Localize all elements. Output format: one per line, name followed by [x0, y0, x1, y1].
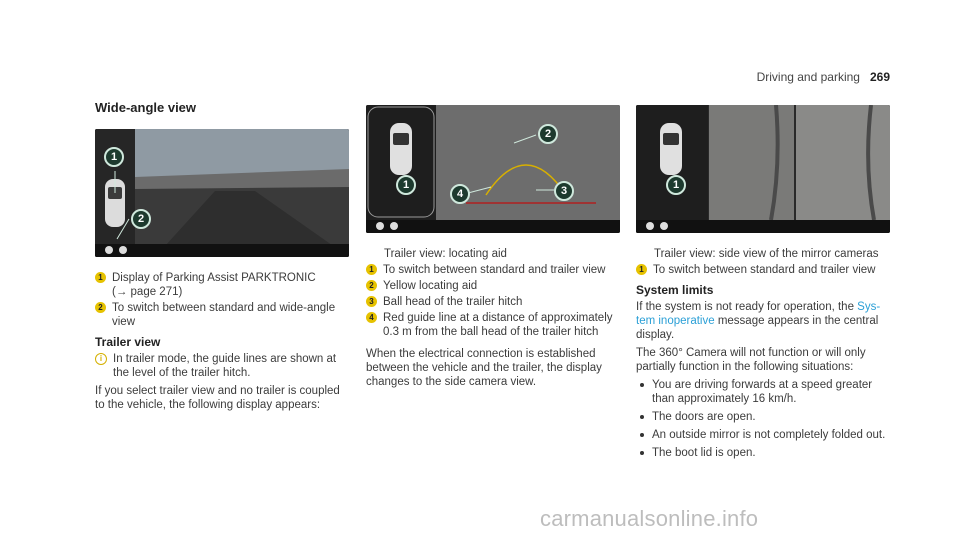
list-item [636, 378, 892, 406]
list-item [95, 271, 347, 299]
paragraph-line: to the vehicle, the following display appears: [95, 399, 321, 411]
paragraph-line: The 360° Camera will not function or will only [636, 347, 866, 359]
info-note [95, 352, 347, 380]
legend-text: Red guide line at a distance of approximately [383, 312, 613, 324]
callout-4: 4 [450, 184, 470, 204]
trailer-locating-legend [366, 263, 622, 339]
list-item [366, 311, 622, 339]
page-reference-link[interactable]: (→ page 271) [112, 286, 183, 298]
list-item [366, 263, 622, 277]
trailer-view-heading: Trailer view [95, 335, 161, 349]
info-text: In trailer mode, the guide lines are shown at [113, 353, 337, 365]
info-text-cont: the level of the trailer hitch. [113, 367, 251, 379]
paragraph-line: changes to the side camera view. [366, 376, 537, 388]
bullet-text: The doors are open. [652, 411, 756, 423]
bullet-text: An outside mirror is not completely folded out. [652, 429, 886, 441]
list-item [366, 279, 622, 293]
paragraph [366, 347, 622, 389]
paragraph [636, 346, 892, 374]
sys-inoperative-link[interactable]: Sys- [857, 301, 881, 313]
info-icon: i [95, 353, 107, 365]
paragraph-line: When the electrical connection is established [366, 348, 596, 360]
bullet-icon [640, 415, 644, 419]
legend-number: 4 [366, 312, 377, 323]
bullet-icon [640, 433, 644, 437]
wide-angle-heading: Wide-angle view [95, 100, 197, 115]
legend-text-cont: 0.3 m from the ball head of the trailer hitch [383, 326, 599, 338]
list-item [636, 410, 892, 424]
callout-1: 1 [666, 175, 686, 195]
legend-text: Yellow locating aid [383, 280, 478, 292]
legend-text-cont: view [112, 316, 136, 328]
legend-text: Ball head of the trailer hitch [383, 296, 523, 308]
watermark: carmanualsonline.info [540, 506, 759, 531]
system-limits-heading: System limits [636, 283, 714, 297]
legend-number: 2 [366, 280, 377, 291]
column-trailer-locating [366, 95, 622, 393]
bullet-text: You are driving forwards at a speed greater [652, 379, 873, 391]
bullet-icon [640, 451, 644, 455]
paragraph-line: If the system is not ready for operation, the [636, 301, 858, 313]
list-item [95, 301, 347, 329]
limitations-list [636, 378, 892, 460]
legend-number: 3 [366, 296, 377, 307]
list-item [636, 446, 892, 460]
page-header [757, 70, 890, 84]
callout-2: 2 [131, 209, 151, 229]
legend-text: Display of Parking Assist PARKTRONIC [112, 272, 316, 284]
legend-number: 1 [95, 272, 106, 283]
list-item [636, 263, 892, 277]
legend-number: 1 [636, 264, 647, 275]
bullet-icon [640, 383, 644, 387]
sys-inoperative-link-cont[interactable]: tem inoperative [636, 315, 715, 327]
side-view-legend [636, 263, 892, 277]
legend-number: 2 [95, 302, 106, 313]
legend-number: 1 [366, 264, 377, 275]
paragraph-line: message appears in the central [714, 315, 879, 327]
legend-text: To switch between standard and trailer view [653, 264, 876, 276]
list-item [366, 295, 622, 309]
paragraph [636, 300, 892, 342]
list-item [636, 428, 892, 442]
image-caption: Trailer view: side view of the mirror cameras [654, 248, 879, 260]
bullet-text-cont: than approximately 16 km/h. [652, 393, 797, 405]
legend-text: To switch between standard and wide-angle [112, 302, 336, 314]
callout-3: 3 [554, 181, 574, 201]
paragraph-line: display. [636, 329, 675, 341]
paragraph-line: If you select trailer view and no trailer is coupled [95, 385, 340, 397]
paragraph [95, 384, 347, 412]
callout-1: 1 [396, 175, 416, 195]
callout-2: 2 [538, 124, 558, 144]
side-view-camera-image [636, 105, 890, 233]
trailer-locating-image [366, 105, 620, 233]
wide-angle-camera-image [95, 129, 349, 257]
legend-text: To switch between standard and trailer view [383, 264, 606, 276]
bullet-text: The boot lid is open. [652, 447, 756, 459]
callout-1: 1 [104, 147, 124, 167]
paragraph-line: partially function in the following situations: [636, 361, 854, 373]
image-caption: Trailer view: locating aid [384, 248, 507, 260]
section-title: Driving and parking [756, 70, 860, 84]
column-side-view [636, 95, 892, 464]
wide-angle-legend [95, 271, 347, 329]
column-wide-angle [95, 95, 347, 416]
page-number: 269 [869, 70, 890, 84]
paragraph-line: between the vehicle and the trailer, the display [366, 362, 602, 374]
